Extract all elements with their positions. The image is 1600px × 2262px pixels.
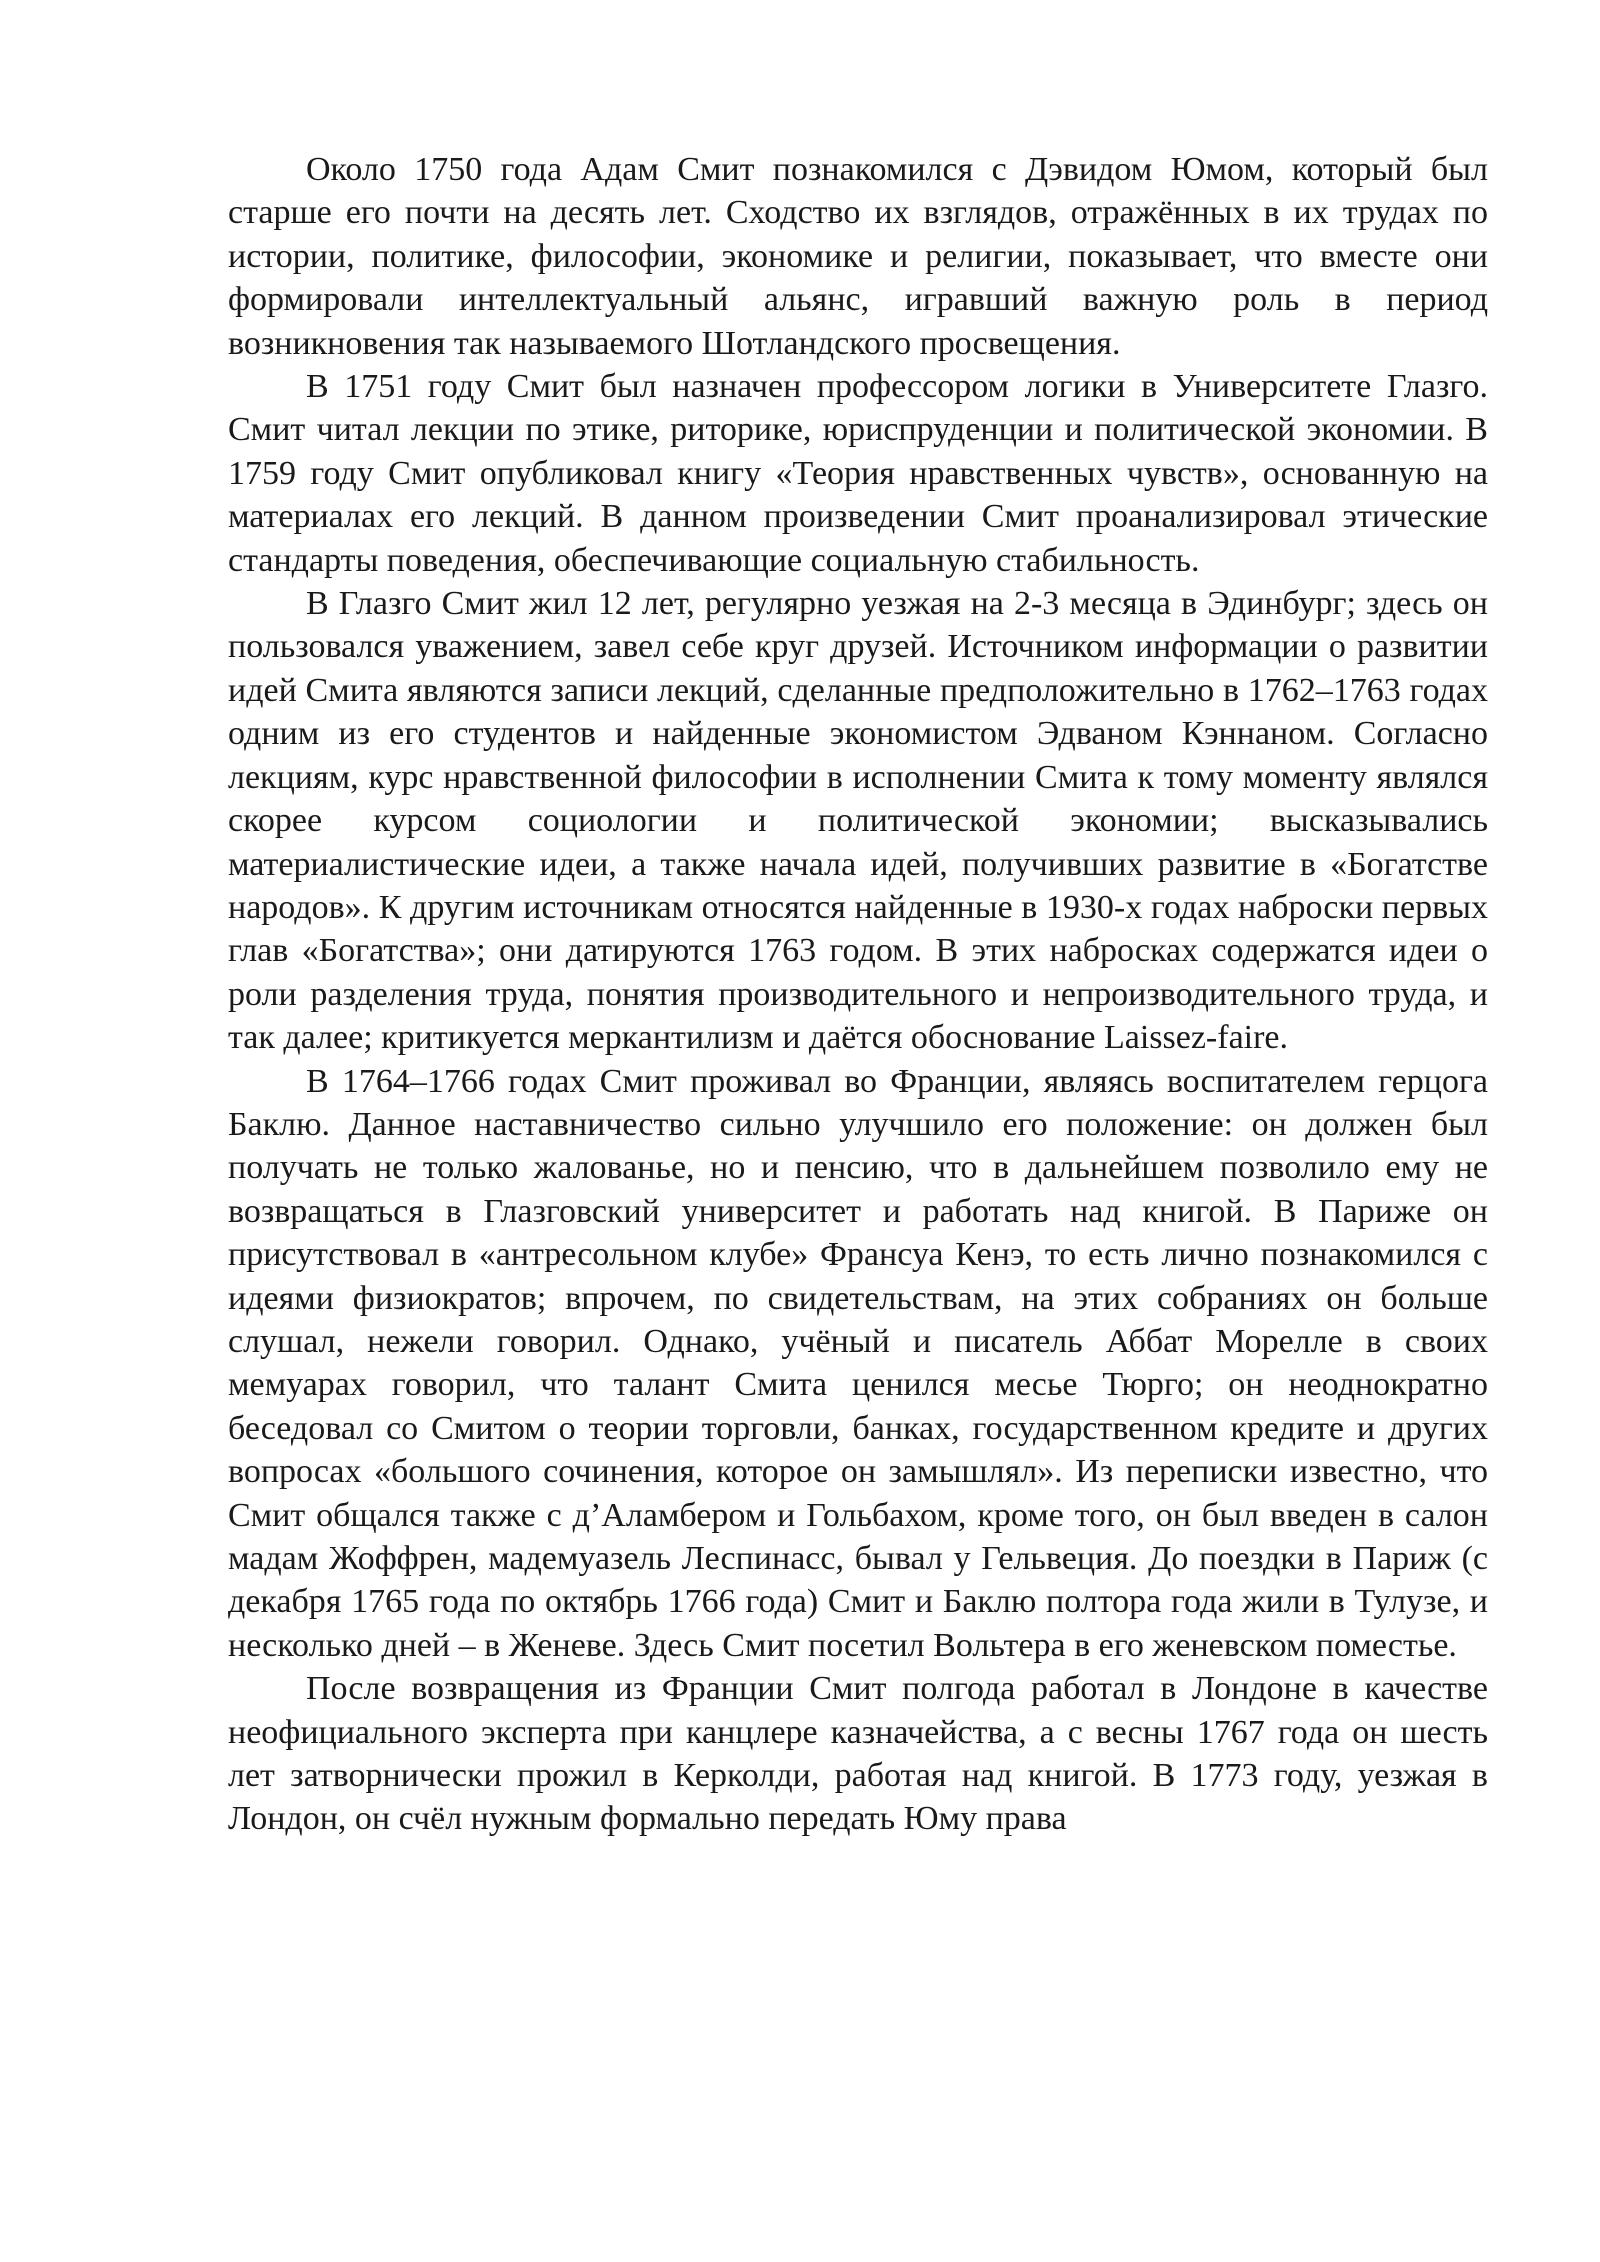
paragraph-meeting-hume: Около 1750 года Адам Смит познакомился с Дэвидом Юмом, который был старше его почти на десять лет. Сходство их взглядов, отражённых в их трудах по истории, политике, философии, экономике и религии, показывает, что вместе они формировали интеллектуальный альянс, игравший важную роль в период возникновения так называемого Шотландского просвещения.: [228, 151, 1488, 362]
paragraph-glasgow-professor: В 1751 году Смит был назначен профессором логики в Университете Глазго. Смит читал лекции по этике, риторике, юриспруденции и политической экономии. В 1759 году Смит опубликовал книгу «Теория нравственных чувств», основанную на материалах его лекций. В данном произведении Смит проанализировал этические стандарты поведения, обеспечивающие социальную стабильность.: [228, 368, 1488, 579]
paragraph-france: В 1764–1766 годах Смит проживал во Франции, являясь воспитателем герцога Баклю. Данное наставничество сильно улучшило его положение: он должен был получать не только жалованье, но и пенсию, что в дальнейшем позволило ему не возвращаться в Глазговский университет и работать над книгой. В Париже он присутствовал в «антресольном клубе» Франсуа Кенэ, то есть лично познакомился с идеями физиократов; впрочем, по свидетельствам, на этих собраниях он больше слушал, нежели говорил. Однако, учёный и писатель Аббат Морелле в своих мемуарах говорил, что талант Смита ценился месье Тюрго; он неоднократно беседовал со Смитом о теории торговли, банках, государственном кредите и других вопросах «большого сочинения, которое он замышлял». Из переписки известно, что Смит общался также с д’Аламбером и Гольбахом, кроме того, он был введен в салон мадам Жоффрен, мадемуазель Леспинасс, бывал у Гельвеция. До поездки в Париж (с декабря 1765 года по октябрь 1766 года) Смит и Баклю полтора года жили в Тулузе, и несколько дней – в Женеве. Здесь Смит посетил Вольтера в его женевском поместье.: [228, 1062, 1488, 1664]
paragraph-return-london: После возвращения из Франции Смит полгода работал в Лондоне в качестве неофициального эксперта при канцлере казначейства, а с весны 1767 года он шесть лет затворнически прожил в Керколди, работая над книгой. В 1773 году, уезжая в Лондон, он счёл нужным формально передать Юму права: [228, 1670, 1488, 1838]
document-page: [228, 148, 1488, 1841]
paragraph-glasgow-years: В Глазго Смит жил 12 лет, регулярно уезжая на 2-3 месяца в Эдинбург; здесь он пользовался уважением, завел себе круг друзей. Источником информации о развитии идей Смита являются записи лекций, сделанные предположительно в 1762–1763 годах одним из его студентов и найденные экономистом Эдваном Кэннаном. Согласно лекциям, курс нравственной философии в исполнении Смита к тому моменту являлся скорее курсом социологии и политической экономии; высказывались материалистические идеи, а также начала идей, получивших развитие в «Богатстве народов». К другим источникам относятся найденные в 1930-х годах наброски первых глав «Богатства»; они датируются 1763 годом. В этих набросках содержатся идеи о роли разделения труда, понятия производительного и непроизводительного труда, и так далее; критикуется меркантилизм и даётся обоснование Laissez-faire.: [228, 585, 1488, 1057]
